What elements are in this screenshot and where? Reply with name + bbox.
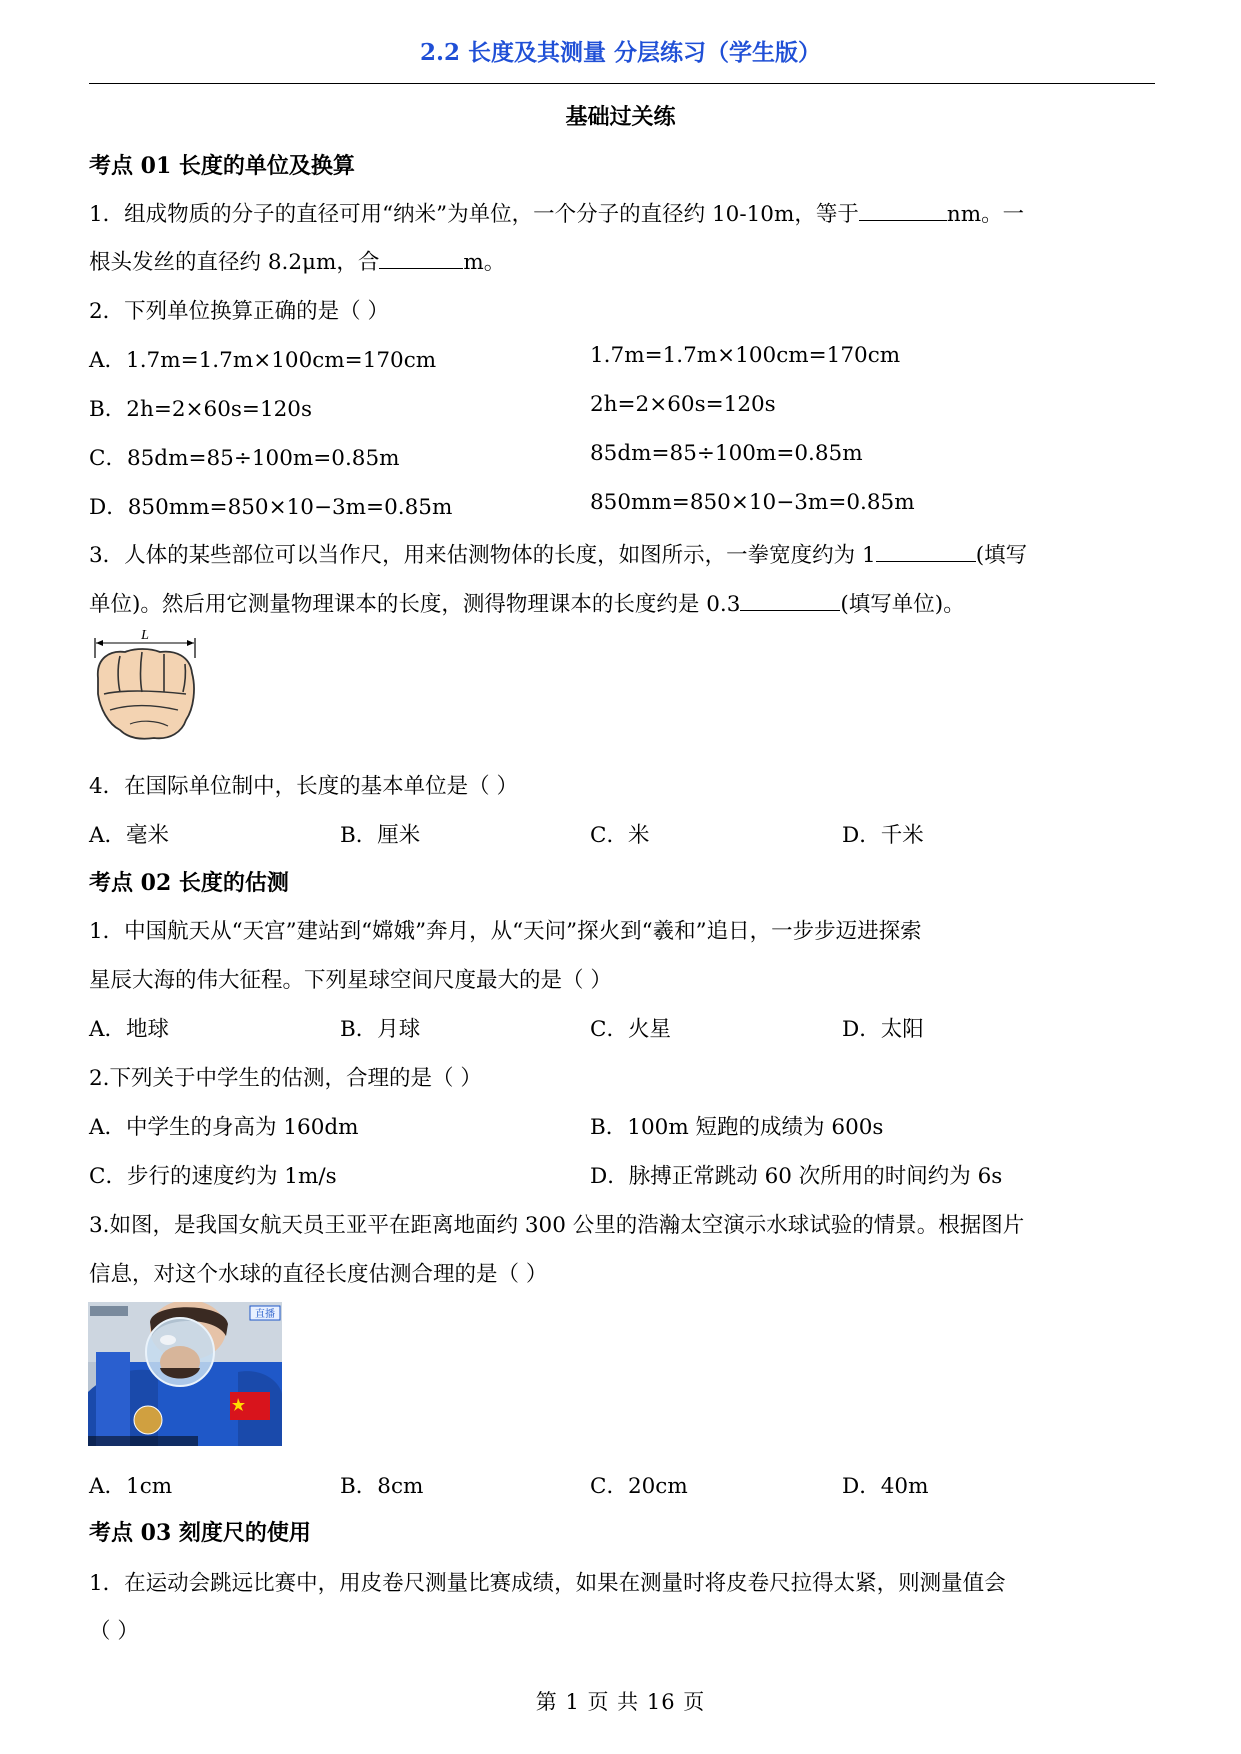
- t1-q3-text-a: 3．人体的某些部位可以当作尺，用来估测物体的长度，如图所示，一拳宽度约为 1: [89, 543, 876, 568]
- t1-q1-line1: [89, 197, 1024, 228]
- header-rule: [89, 83, 1155, 84]
- t2-q3-line1: 3.如图，是我国女航天员王亚平在距离地面约 300 公里的浩瀚太空演示水球试验的情景。根据图片: [89, 1213, 1025, 1238]
- t2-q2-option-c: C．步行的速度约为 1m/s: [89, 1164, 337, 1189]
- t2-q2-option-b: B．100m 短跑的成绩为 600s: [590, 1115, 884, 1140]
- page-footer: 第 1 页 共 16 页: [535, 1690, 706, 1714]
- t1-q2-option-c-dup: 85dm=85÷100m=0.85m: [590, 441, 863, 466]
- t1-q3-line2: [89, 587, 965, 618]
- t1-q4-option-b: B．厘米: [340, 823, 421, 848]
- t1-q1-text-b: nm。一: [946, 202, 1025, 227]
- t1-q4-option-d: D．千米: [842, 823, 924, 848]
- t1-q2-option-b-dup: 2h=2×60s=120s: [590, 392, 776, 417]
- astronaut-water-ball-photo: [88, 1302, 282, 1446]
- t1-q2-option-c: C．85dm=85÷100m=0.85m: [89, 446, 400, 471]
- t1-q2-stem: 2．下列单位换算正确的是（ ）: [89, 299, 390, 324]
- t2-q2-stem: 2.下列关于中学生的估测，合理的是（ ）: [89, 1066, 482, 1091]
- topic-2-heading: 考点 02 长度的估测: [89, 870, 289, 896]
- t2-q2-option-d: D．脉搏正常跳动 60 次所用的时间约为 6s: [590, 1164, 1003, 1189]
- document-title: 2.2 长度及其测量 分层练习（学生版）: [419, 39, 822, 66]
- t1-q3-text-c: 单位)。然后用它测量物理课本的长度，测得物理课本的长度约是 0.3: [89, 592, 741, 617]
- t2-q1-line1: 1．中国航天从“天宫”建站到“嫦娥”奔月，从“天问”探火到“羲和”追日，一步步迈进探索: [89, 919, 922, 944]
- t1-q3-text-b: (填写: [975, 543, 1028, 568]
- t1-q1-text-c: 根头发丝的直径约 8.2μm，合: [89, 250, 380, 275]
- topic-3-heading: 考点 03 刻度尺的使用: [89, 1520, 311, 1546]
- t2-q1-line2: 星辰大海的伟大征程。下列星球空间尺度最大的是（ ）: [89, 968, 612, 993]
- fist-figure: [90, 628, 200, 746]
- t3-q1-line1: 1．在运动会跳远比赛中，用皮卷尺测量比赛成绩，如果在测量时将皮卷尺拉得太紧，则测量值会: [89, 1571, 1006, 1596]
- t1-q1-blank-1: [859, 197, 947, 221]
- t1-q1-text-d: m。: [463, 250, 506, 275]
- fist-length-label: L: [141, 628, 149, 643]
- t1-q2-option-b: B．2h=2×60s=120s: [89, 397, 313, 422]
- t1-q2-option-d: D．850mm=850×10−3m=0.85m: [89, 495, 453, 520]
- t1-q2-option-a: A．1.7m=1.7m×100cm=170cm: [89, 348, 437, 373]
- t2-q3-option-c: C．20cm: [590, 1474, 688, 1499]
- t2-q3-line2: 信息，对这个水球的直径长度估测合理的是（ ）: [89, 1262, 548, 1287]
- t1-q1-blank-2: [379, 245, 463, 269]
- t1-q3-blank-2: [740, 587, 840, 611]
- t2-q3-option-d: D．40m: [842, 1474, 929, 1499]
- topic-1-heading: 考点 01 长度的单位及换算: [89, 153, 355, 179]
- t1-q2-option-a-dup: 1.7m=1.7m×100cm=170cm: [590, 343, 901, 368]
- t1-q4-option-c: C．米: [590, 823, 650, 848]
- t2-q3-option-a: A．1cm: [89, 1474, 173, 1499]
- t1-q2-option-d-dup: 850mm=850×10−3m=0.85m: [590, 490, 915, 515]
- t2-q1-option-a: A．地球: [89, 1017, 170, 1042]
- t1-q1-line2: [89, 245, 505, 276]
- t2-q3-option-b: B．8cm: [340, 1474, 424, 1499]
- t2-q2-option-a: A．中学生的身高为 160dm: [89, 1115, 359, 1140]
- photo-live-badge: 直播: [255, 1309, 275, 1320]
- t1-q3-line1: [89, 538, 1027, 569]
- t1-q4-stem: 4．在国际单位制中，长度的基本单位是（ ）: [89, 774, 519, 799]
- t1-q3-blank-1: [876, 538, 976, 562]
- t3-q1-line2: （ ）: [89, 1619, 139, 1644]
- t1-q3-text-d: (填写单位)。: [840, 592, 965, 617]
- t1-q1-text-a: 1．组成物质的分子的直径可用“纳米”为单位，一个分子的直径约 10-10m，等于: [89, 202, 859, 227]
- t2-q1-option-d: D．太阳: [842, 1017, 924, 1042]
- section-title: 基础过关练: [565, 104, 676, 130]
- t2-q1-option-c: C．火星: [590, 1017, 671, 1042]
- t2-q1-option-b: B．月球: [340, 1017, 421, 1042]
- t1-q4-option-a: A．毫米: [89, 823, 170, 848]
